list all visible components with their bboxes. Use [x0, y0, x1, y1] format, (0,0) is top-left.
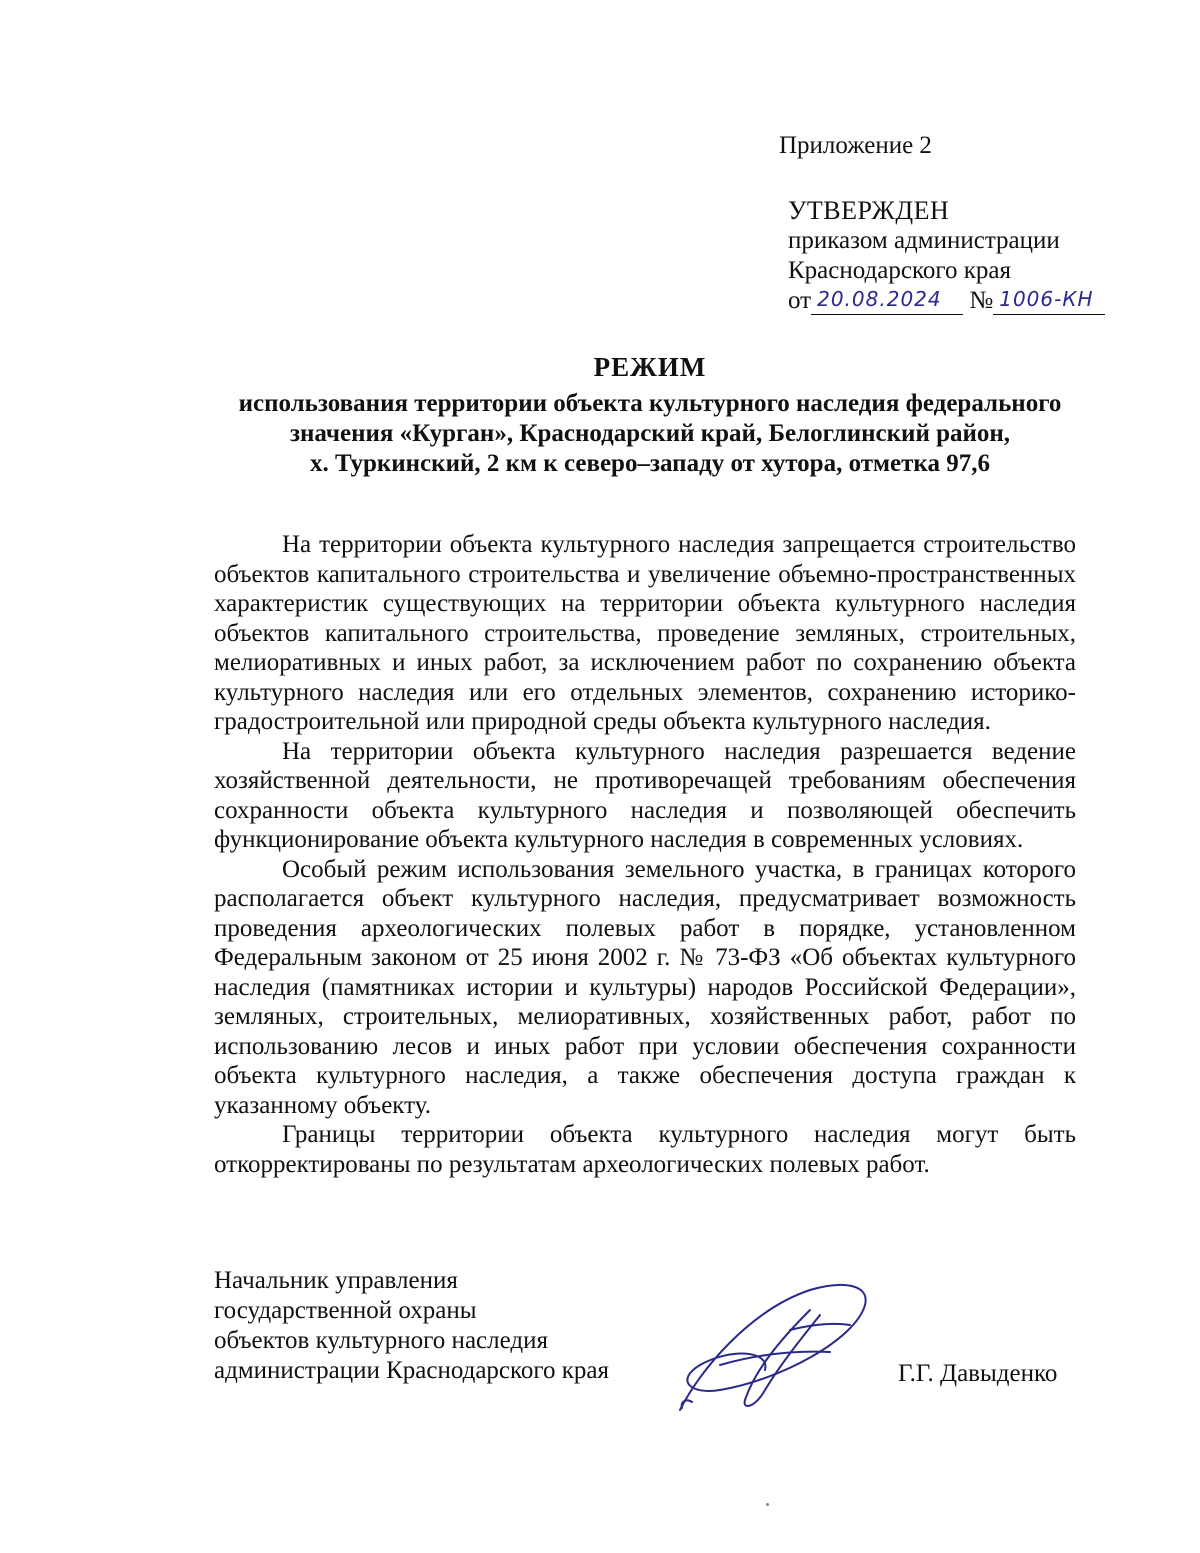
document-title [200, 352, 1100, 479]
position-line1: Начальник управления [214, 1267, 458, 1294]
body-text [214, 530, 1076, 1179]
approval-stamp [788, 196, 1105, 317]
order-line [788, 286, 1105, 317]
order-date: 20.08.2024 [811, 284, 963, 315]
signatory-position [214, 1266, 609, 1386]
title-line1: использования территории объекта культурного наследия федерального [238, 390, 1062, 417]
from-label: от [788, 287, 812, 314]
paragraph: Границы территории объекта культурного наследия могут быть откорректированы по результатам археологических полевых работ. [214, 1121, 1076, 1178]
paragraph: На территории объекта культурного наследия разрешается ведение хозяйственной деятельности, не противоречащей требованиям обеспечения сохранности объекта культурного наследия и позволяющей обеспечить функционирование объекта культурного наследия в современных условиях. [214, 737, 1076, 853]
appendix-label: Приложение 2 [779, 132, 932, 159]
paragraph: Особый режим использования земельного участка, в границах которого располагается объект культурного наследия, предусматривает возможность проведения археологических полевых работ в порядке, установленном Федеральным законом от 25 июня 2002 г. № 73-ФЗ «Об объектах культурного наследия (памятниках истории и культуры) народов Российской Федерации», земляных, строительных, мелиоративных, хозяйственных работ, работ по использованию лесов и иных работ при условии обеспечения сохранности объекта культурного наследия, а также обеспечения доступа граждан к указанному объекту. [214, 855, 1076, 1119]
paragraph: На территории объекта культурного наследия запрещается строительство объектов капитального строительства и увеличение объемно-пространственных характеристик существующих на территории объекта культурного наследия объектов капитального строительства, проведение земляных, строительных, мелиоративных и иных работ, за исключением работ по сохранению объекта культурного наследия или его отдельных элементов, сохранению историко-градостроительной или природной среды объекта культурного наследия. [214, 531, 1076, 735]
title-line3: х. Туркинский, 2 км к северо–западу от хутора, отметка 97,6 [310, 450, 990, 477]
position-line3: объектов культурного наследия [214, 1327, 548, 1354]
approved-by-line2: Краснодарского края [788, 257, 1011, 284]
position-line4: администрации Краснодарского края [214, 1357, 610, 1384]
position-line2: государственной охраны [214, 1297, 477, 1324]
scan-speck [766, 1503, 769, 1506]
approved-heading: УТВЕРЖДЕН [788, 196, 950, 225]
title-main: РЕЖИМ [593, 352, 707, 382]
order-number: 1006-КН [993, 284, 1105, 315]
approved-by-line1: приказом администрации [788, 227, 1060, 254]
handwritten-signature-icon [660, 1270, 890, 1420]
number-label: № [969, 287, 994, 314]
title-line2: значения «Курган», Краснодарский край, Белоглинский район, [289, 420, 1011, 447]
signatory-name: Г.Г. Давыденко [898, 1360, 1058, 1387]
